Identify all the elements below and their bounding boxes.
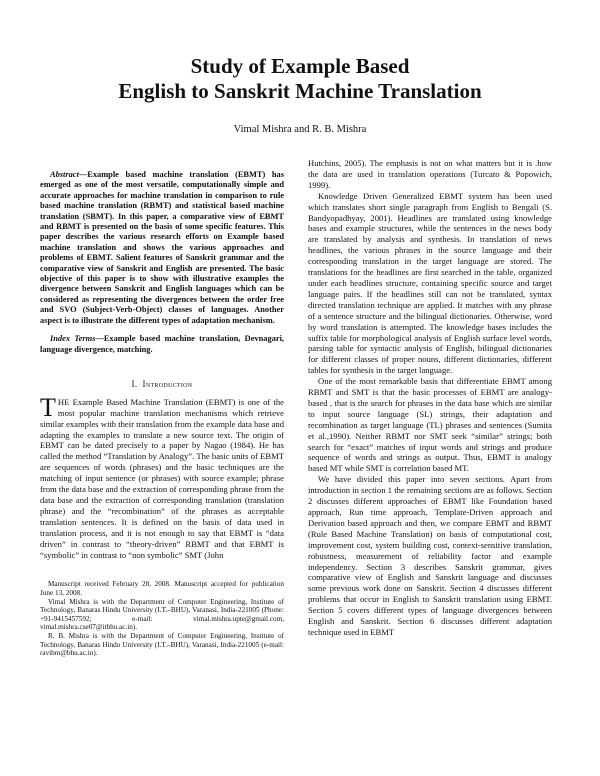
footnotes xyxy=(40,580,284,657)
intro-paragraph-text: HE Example Based Machine Translation (EBMT) is one of the most popular machine translation mechanisms which retrieve similar examples with their translation from the example data base and adapting the examples to translate a new source text. The origin of EBMT can be dated precisely to a paper by Nagao (1984). He has called the method “Translation by Analogy”. The basic units of EBMT are sequences of words (phrases) and the basic techniques are the matching of input sentence (or phrases) with source example; phrase from the data base and the extraction of corresponding phrase from the data base and the extraction of corresponding translation (translation phrase) and the “recombination” of the phrases as acceptable translation sentences. It is defined on the basis of data used in translation process, and it is not enough to say that EBMT is “data driven” in contrast to “theory-driven” RBMT and that EBMT is “symbolic” in contrast to “non symbolic” SMT (John xyxy=(40,396,284,560)
abstract-label: Abstract xyxy=(50,170,79,179)
paragraph-analogy-based: One of the most remarkable basis that differentiate EBMT among RBMT and SMT is that the basic processes of EBMT are analogy-based , that is the search for phrases in the data base which are similar to input source language (SL) strings, their adaptation and recombination as target language (TL) phrases and sentences (Sumita et al.,1990). Neither RBMT nor SMT seek “similar” strings; both search for “exact” matches of input words and strings and produce sequence of words and strings as output. Thus, EBMT is analogy based MT while SMT is correlation based MT. xyxy=(308,376,552,474)
index-terms xyxy=(40,334,284,355)
paper-title xyxy=(0,54,600,104)
abstract-text: —Example based machine translation (EBMT) has emerged as one of the most versatile, computationally simple and accurate approaches for machine translation in comparison to rule based machine translation (RBMT) and statistical based machine translation (SBMT). In this paper, a comparative view of EBMT and RBMT is presented on the basis of some specific features. This paper describes the various research efforts on Example based machine translation and shows the various approaches and problems of EBMT. Salient features of Sanskrit grammar and the comparative view of Sanskrit and English are presented. The basic objective of this paper is to show with illustrative examples the divergence between Sanskrit and English languages which can be considered as representing the divergences between the order free and SVO (Subject-Verb-Object) classes of languages. Another aspect is to illustrate the different types of adaptation mechanism. xyxy=(40,170,284,325)
drop-cap: T xyxy=(40,392,56,422)
section-title: Introduction xyxy=(142,378,193,389)
title-line-2: English to Sanskrit Machine Translation xyxy=(118,79,482,103)
author-line: Vimal Mishra and R. B. Mishra xyxy=(233,124,367,135)
footnote-manuscript: Manuscript received February 28, 2008. Manuscript accepted for publication June 13, 2008. xyxy=(40,580,284,597)
section-number: I. xyxy=(131,378,138,389)
footnote-author-1: Vimal Mishra is with the Department of Computer Engineering, Institute of Technology, Banaras Hindu University (I.T.–BHU), Varanasi, India-221005 (Phone: +91-9415457592; e-mail: vimal.mishra.upte@gmail.com, vimal.mishra.cse07@itbhu.ac.in). xyxy=(40,597,284,632)
intro-paragraph xyxy=(40,392,284,561)
paragraph-continued: Hutchins, 2005). The emphasis is not on what matters but it is .how the data are used in translation operations (Turcato & Popowich, 1999). xyxy=(308,158,552,190)
paragraph-paper-outline: We have divided this paper into seven sections. Apart from introduction in section 1 the remaining sections are as follows. Section 2 discusses different approaches of EBMT like Foundation based approach, Run time approach, Template-Driven approach and Derivation based approach and then, we compare EBMT and RBMT (Rule Based Machine Translation) on basis of computational cost, improvement cost, system building cost, context-sensitive translation, robustness, measurement of reliability factor and example independency. Section 3 describes Sanskrit grammar, gives comparative view of English and Sanskrit language and discusses some previous work done on Sanskrit. Section 4 discusses different problems that occur in English to Sanskrit translation using EBMT. Section 5 covers different types of language divergences between English and Sanskrit. Section 6 discusses different adaptation technique used in EBMT xyxy=(308,474,552,637)
title-line-1: Study of Example Based xyxy=(190,54,410,78)
footnote-author-2: R. B. Mishra is with the Department of Computer Engineering, Institute of Technology, Banaras Hindu University (I.T.–BHU), Varanasi, India-221005 (e-mail: ravibm@bhu.ac.in). xyxy=(40,631,284,658)
left-column xyxy=(40,158,284,658)
index-terms-label: Index Terms xyxy=(50,334,96,344)
index-terms-text: —Example based machine translation, Devnagari, language divergence, matching. xyxy=(40,334,284,354)
paragraph-knowledge-driven: Knowledge Driven Generalized EBMT system has been used which translates short single paragraph from English to Bengali (S. Bandyopadhyay, 2001). Headlines are translated using knowledge bases and example structures, while the sentences in the news body are translated by analysis and synthesis. In translation of news headlines, the various phrases in the source language and their corresponding translation in the target language are stored. The translations for the headlines are first searched in the table, organized under each headlines structure, containing specific source and target language pairs. If the headlines still can not be translated, syntax directed translation technique are applied. It matches with any phrase of a sentence structure and the bilingual dictionaries. Otherwise, word by word translation is attempted. The knowledge bases includes the suffix table for morphological analysis of English surface level words, parsing table for syntactic analysis of English, bilingual dictionaries for different classes of proper nouns, different dictionaries, different tables for synthesis in the target language. xyxy=(308,190,552,376)
section-heading-introduction xyxy=(40,379,284,390)
abstract xyxy=(40,170,284,326)
right-column xyxy=(308,158,552,638)
